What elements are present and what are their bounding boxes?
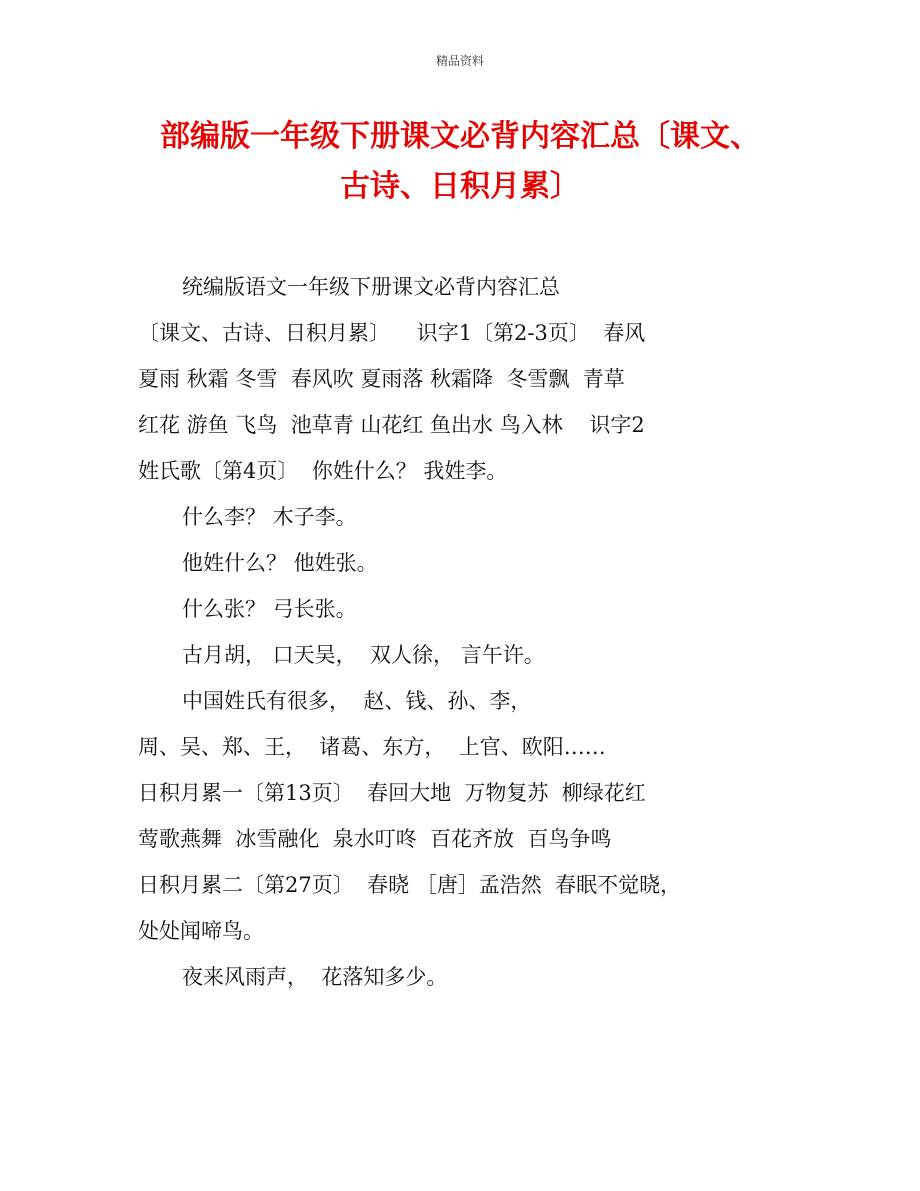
body-line: 夜来风雨声， 花落知多少。: [182, 965, 448, 989]
header-note: 精品资料: [435, 54, 484, 68]
body-line: 日积月累二〔第27页〕 春晓 ［唐］孟浩然 春眠不觉晓，: [138, 873, 682, 897]
body-line: 红花 游鱼 飞鸟 池草青 山花红 鱼出水 鸟入林 识字2: [138, 413, 645, 437]
body-line: 中国姓氏有很多， 赵、钱、孙、李，: [182, 689, 532, 713]
body-line: 统编版语文一年级下册课文必背内容汇总: [182, 275, 560, 299]
title-line-2: 古诗、日积月累〕: [340, 169, 580, 204]
body-line: 〔课文、古诗、日积月累〕 识字1〔第2-3页〕 春风: [138, 321, 646, 345]
title-line-1: 部编版一年级下册课文必背内容汇总〔课文、: [160, 119, 760, 154]
body-line: 什么张？ 弓长张。: [182, 597, 357, 621]
body-line: 日积月累一〔第13页〕 春回大地 万物复苏 柳绿花红: [138, 781, 646, 805]
body-line: 夏雨 秋霜 冬雪 春风吹 夏雨落 秋霜降 冬雪飘 青草: [138, 367, 625, 391]
body-line: 周、吴、郑、王， 诸葛、东方， 上官、欧阳……: [138, 735, 606, 759]
body-line: 姓氏歌〔第4页〕 你姓什么？ 我姓李。: [138, 459, 508, 483]
body-line: 古月胡， 口天吴， 双人徐， 言午许。: [182, 643, 545, 667]
body-line: 处处闻啼鸟。: [138, 919, 264, 943]
document-title: [120, 112, 800, 212]
body-line: 莺歌燕舞 冰雪融化 泉水叮咚 百花齐放 百鸟争鸣: [138, 827, 612, 851]
body-line: 他姓什么？ 他姓张。: [182, 551, 378, 575]
body-line: 什么李？ 木子李。: [182, 505, 357, 529]
document-body: [138, 264, 798, 1000]
